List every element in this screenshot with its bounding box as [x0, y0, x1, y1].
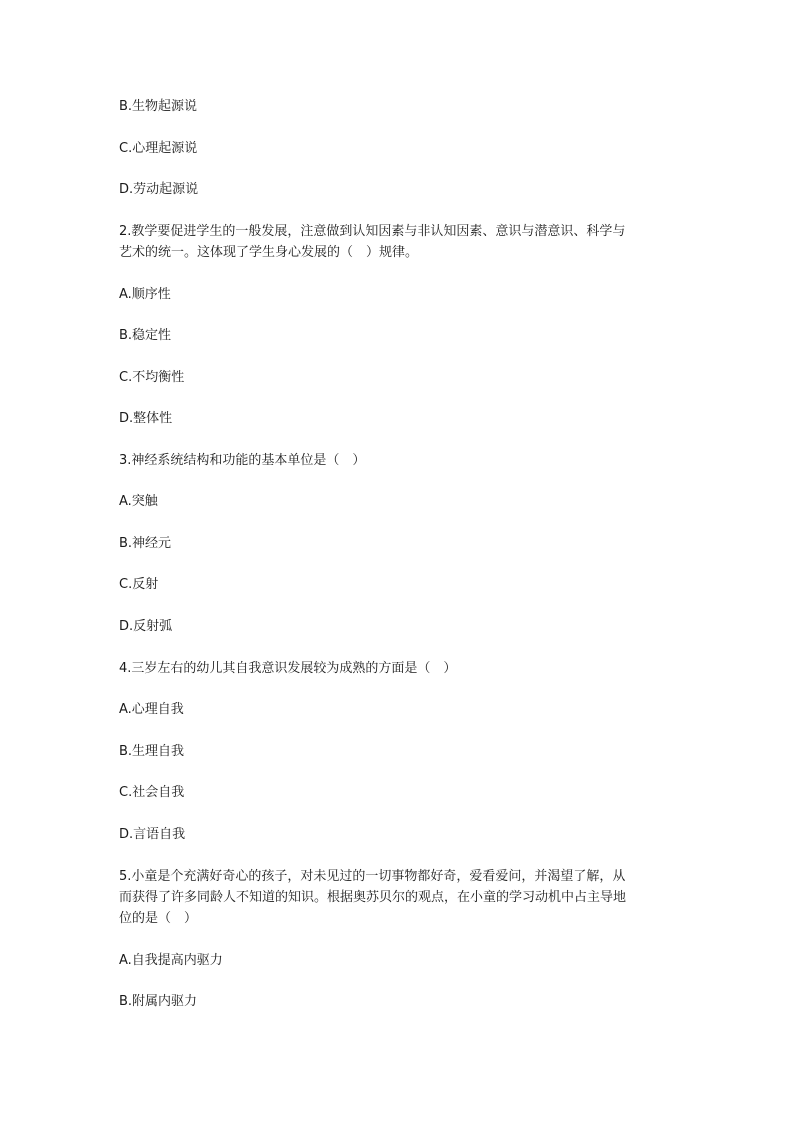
option-4a: A.心理自我	[119, 702, 184, 717]
option-2c: C.不均衡性	[119, 370, 185, 385]
option-4b: B.生理自我	[119, 744, 185, 759]
option-5a: A.自我提高内驱力	[119, 953, 223, 968]
option-1c: C.心理起源说	[119, 141, 198, 156]
option-4c: C.社会自我	[119, 785, 185, 800]
question-2-line-1: 2.教学要促进学生的一般发展，注意做到认知因素与非认知因素、意识与潜意识、科学与	[119, 224, 626, 239]
question-2-line-2: 艺术的统一。这体现了学生身心发展的（ ）规律。	[119, 245, 419, 260]
option-2a: A.顺序性	[119, 287, 171, 302]
question-5-line-1: 5.小童是个充满好奇心的孩子，对未见过的一切事物都好奇，爱看爱问，并渴望了解，从	[119, 869, 626, 884]
option-3b: B.神经元	[119, 536, 172, 551]
option-2d: D.整体性	[119, 411, 173, 426]
option-4d: D.言语自我	[119, 827, 186, 842]
option-3c: C.反射	[119, 577, 159, 592]
option-1b: B.生物起源说	[119, 99, 198, 114]
option-5b: B.附属内驱力	[119, 994, 198, 1009]
option-2b: B.稳定性	[119, 328, 172, 343]
option-3a: A.突触	[119, 494, 158, 509]
option-1d: D.劳动起源说	[119, 182, 199, 197]
question-4: 4.三岁左右的幼儿其自我意识发展较为成熟的方面是（ ）	[119, 661, 457, 676]
question-3: 3.神经系统结构和功能的基本单位是（ ）	[119, 453, 366, 468]
question-5-line-2: 而获得了许多同龄人不知道的知识。根据奥苏贝尔的观点，在小童的学习动机中占主导地	[119, 890, 627, 905]
question-5-line-3: 位的是（ ）	[119, 911, 198, 926]
option-3d: D.反射弧	[119, 619, 173, 634]
